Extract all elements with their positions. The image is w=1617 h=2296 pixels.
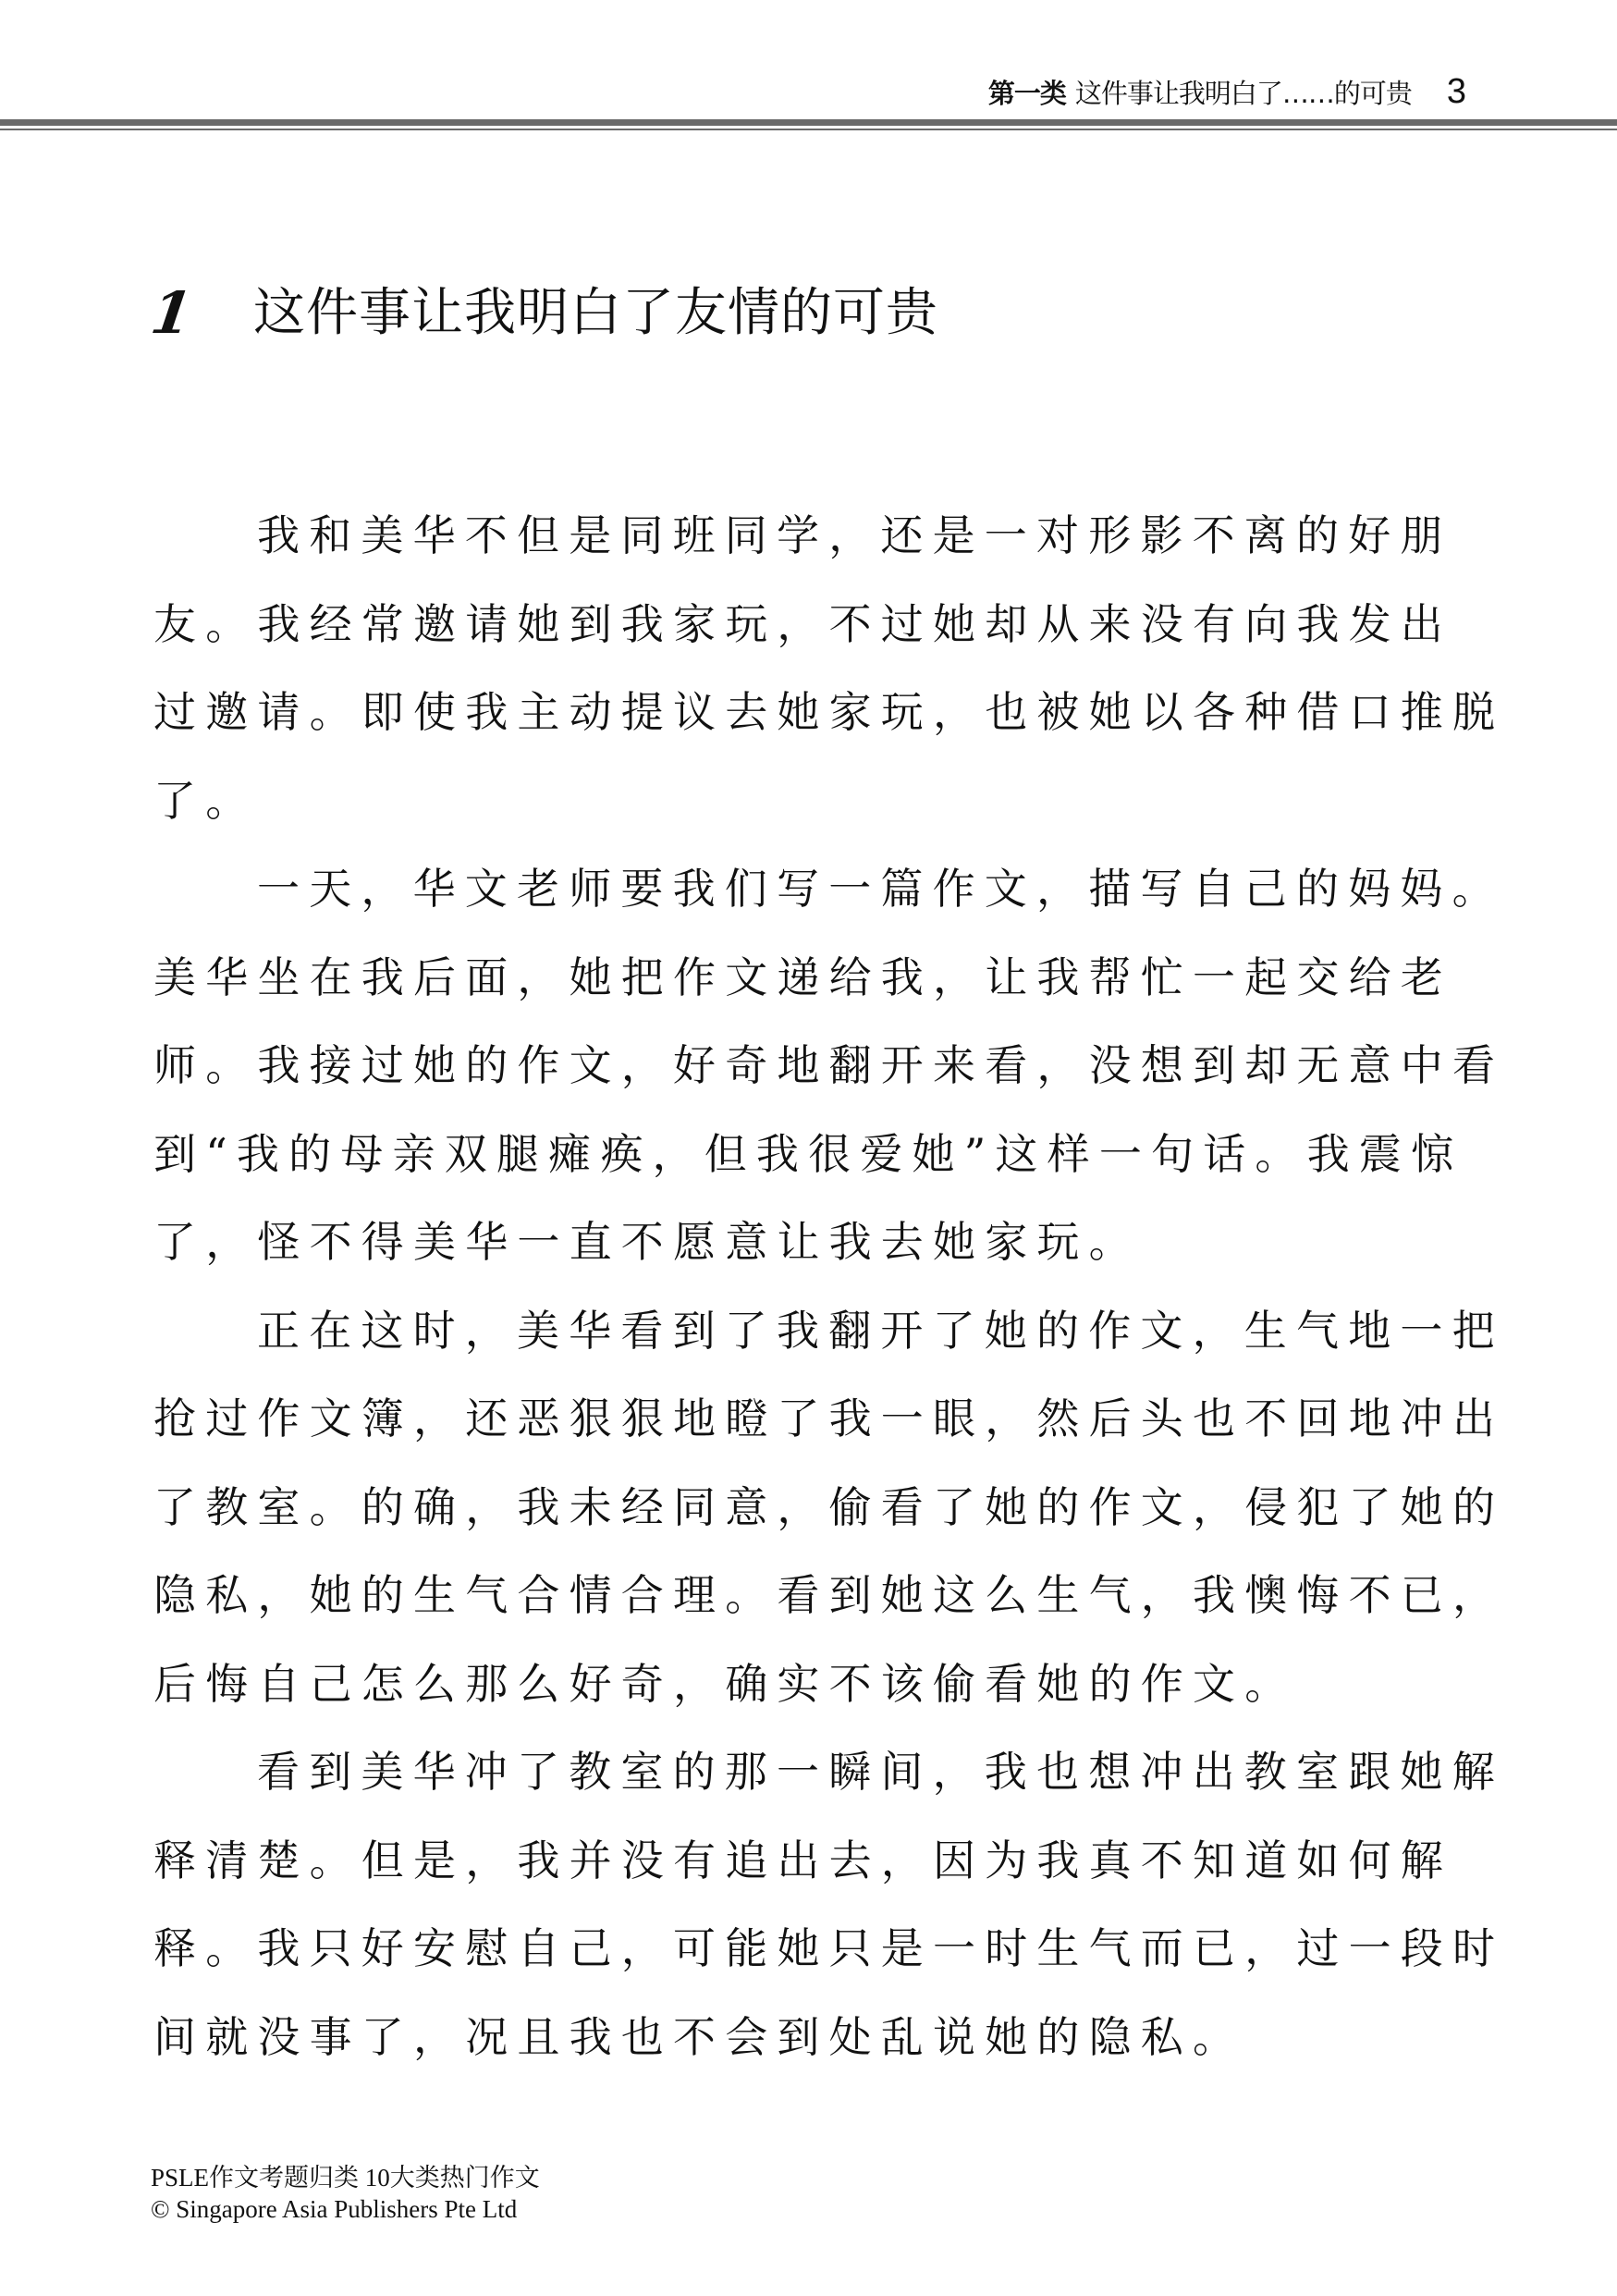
paragraph: [153, 1287, 1505, 1729]
text-line: 释。我只好安慰自己，可能她只是一时生气而已，过一段时: [153, 1923, 1505, 1973]
category-label: 第一类: [987, 78, 1066, 109]
header-rule-thick: [0, 119, 1617, 126]
text-line: 了，怪不得美华一直不愿意让我去她家玩。: [153, 1217, 1141, 1267]
running-header: [988, 72, 1465, 112]
paragraph: [153, 845, 1505, 1287]
header-rule-thin: [0, 129, 1617, 130]
book-title: PSLE作文考题归类 10大类热门作文: [151, 2164, 540, 2192]
text-line: 师。我接过她的作文，好奇地翻开来看，没想到却无意中看: [153, 1040, 1505, 1090]
page-number: 3: [1446, 72, 1465, 111]
chapter-heading: [146, 279, 938, 347]
text-line: 了教室。的确，我未经同意，偷看了她的作文，侵犯了她的: [153, 1481, 1505, 1532]
running-title: 这件事让我明白了……的可贵: [1074, 78, 1412, 109]
text-line: 正在这时，美华看到了我翻开了她的作文，生气地一把: [257, 1305, 1504, 1356]
text-line: 释清楚。但是，我并没有追出去，因为我真不知道如何解: [153, 1835, 1452, 1885]
chapter-title: 这件事让我明白了友情的可贵: [253, 283, 938, 343]
text-line: 了。: [153, 775, 258, 826]
text-line: 抢过作文簿，还恶狠狠地瞪了我一眼，然后头也不回地冲出: [153, 1394, 1505, 1443]
chapter-number: 1: [146, 279, 197, 347]
text-line: 友。我经常邀请她到我家玩，不过她却从来没有向我发出: [153, 598, 1452, 649]
essay-body: [153, 492, 1505, 2081]
page-footer: [151, 2162, 540, 2225]
text-line: 过邀请。即使我主动提议去她家玩，也被她以各种借口推脱: [153, 687, 1505, 737]
text-line: 隐私，她的生气合情合理。看到她这么生气，我懊悔不已，: [153, 1570, 1505, 1620]
text-line: 美华坐在我后面，她把作文递给我，让我帮忙一起交给老: [153, 952, 1452, 1002]
text-line: 后悔自己怎么那么好奇，确实不该偷看她的作文。: [153, 1658, 1297, 1709]
text-line: 到“我的母亲双腿瘫痪，但我很爱她”这样一句话。我震惊: [153, 1128, 1464, 1179]
text-line: 间就没事了，况且我也不会到处乱说她的隐私。: [153, 2011, 1245, 2062]
text-line: 看到美华冲了教室的那一瞬间，我也想冲出教室跟她解: [257, 1747, 1504, 1797]
paragraph: [153, 1728, 1505, 2081]
paragraph: [153, 492, 1505, 845]
text-line: 我和美华不但是同班同学，还是一对形影不离的好朋: [257, 510, 1452, 560]
text-line: 一天，华文老师要我们写一篇作文，描写自己的妈妈。: [257, 864, 1504, 914]
copyright-notice: © Singapore Asia Publishers Pte Ltd: [151, 2195, 518, 2223]
